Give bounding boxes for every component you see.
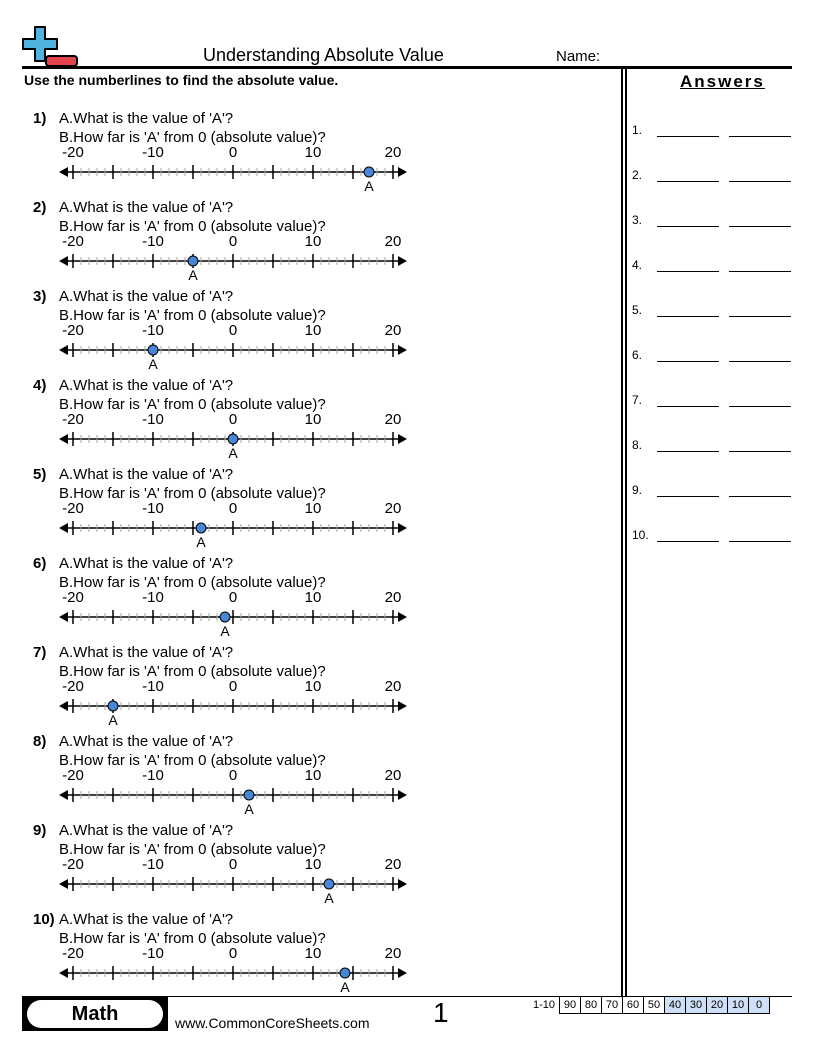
problem	[0, 199, 620, 288]
arrow-right-icon	[398, 790, 407, 800]
problem-number: 2)	[33, 199, 47, 216]
problem	[0, 555, 620, 644]
point-label: A	[220, 623, 230, 639]
point-a	[108, 701, 118, 711]
question-b: B.How far is 'A' from 0 (absolute value)?	[59, 129, 326, 146]
problem-number: 3)	[33, 288, 47, 305]
score-cell: 50	[644, 997, 665, 1014]
score-range-label: 1-10	[533, 999, 556, 1011]
tick-label: 0	[228, 591, 238, 606]
tick-label: -20	[62, 235, 84, 250]
tick-label: -10	[142, 947, 164, 962]
instructions: Use the numberlines to find the absolute value.	[24, 72, 339, 88]
problem-number: 10)	[33, 911, 55, 928]
answer-blank-b[interactable]	[729, 361, 791, 362]
answer-row	[632, 123, 797, 143]
subject-label: Math	[27, 1000, 163, 1028]
arrow-right-icon	[398, 256, 407, 266]
point-a	[364, 167, 374, 177]
tick-label: 20	[384, 858, 402, 873]
question-b: B.How far is 'A' from 0 (absolute value)?	[59, 485, 326, 502]
answer-blank-b[interactable]	[729, 496, 791, 497]
tick-label: -20	[62, 858, 84, 873]
tick-label: 10	[304, 502, 322, 517]
tick-label: -10	[142, 591, 164, 606]
column-divider	[621, 68, 623, 996]
score-cell: 30	[686, 997, 707, 1014]
answer-blank-a[interactable]	[657, 451, 719, 452]
tick-label: 20	[384, 413, 402, 428]
tick-label: 20	[384, 680, 402, 695]
answer-blank-b[interactable]	[729, 136, 791, 137]
problem-number: 8)	[33, 733, 47, 750]
numberline	[55, 680, 415, 730]
arrow-left-icon	[59, 434, 68, 444]
numberline	[55, 858, 415, 908]
tick-label: 10	[304, 769, 322, 784]
point-a	[196, 523, 206, 533]
arrow-right-icon	[398, 345, 407, 355]
arrow-left-icon	[59, 968, 68, 978]
problem	[0, 911, 620, 1000]
tick-label: 0	[228, 502, 238, 517]
question-a: A.What is the value of 'A'?	[59, 822, 234, 839]
answer-row	[632, 213, 797, 233]
answer-blank-a[interactable]	[657, 541, 719, 542]
problem-number: 9)	[33, 822, 47, 839]
problem	[0, 466, 620, 555]
tick-label: -10	[142, 324, 164, 339]
answer-blank-b[interactable]	[729, 226, 791, 227]
tick-label: -10	[142, 146, 164, 161]
answer-blank-a[interactable]	[657, 136, 719, 137]
numberline	[55, 769, 415, 819]
numberline	[55, 591, 415, 641]
point-a	[148, 345, 158, 355]
numberline	[55, 502, 415, 552]
tick-label: -10	[142, 769, 164, 784]
arrow-left-icon	[59, 167, 68, 177]
tick-label: 10	[304, 947, 322, 962]
problem	[0, 822, 620, 911]
answer-blank-b[interactable]	[729, 541, 791, 542]
problem	[0, 733, 620, 822]
problem-number: 7)	[33, 644, 47, 661]
answer-row	[632, 348, 797, 368]
question-b: B.How far is 'A' from 0 (absolute value)?	[59, 930, 326, 947]
point-label: A	[148, 356, 158, 372]
tick-label: 20	[384, 235, 402, 250]
problem-number: 6)	[33, 555, 47, 572]
arrow-right-icon	[398, 968, 407, 978]
answer-row	[632, 393, 797, 413]
tick-label: 20	[384, 591, 402, 606]
answer-blank-b[interactable]	[729, 316, 791, 317]
question-b: B.How far is 'A' from 0 (absolute value)?	[59, 574, 326, 591]
question-a: A.What is the value of 'A'?	[59, 911, 234, 928]
answer-blank-a[interactable]	[657, 226, 719, 227]
question-a: A.What is the value of 'A'?	[59, 644, 234, 661]
answer-number: 9.	[632, 483, 643, 497]
tick-label: 10	[304, 858, 322, 873]
tick-label: 0	[228, 146, 238, 161]
score-cell: 10	[728, 997, 749, 1014]
problem-number: 4)	[33, 377, 47, 394]
problem-number: 1)	[33, 110, 47, 127]
answer-row	[632, 528, 797, 548]
score-cell: 80	[581, 997, 602, 1014]
tick-label: 0	[228, 235, 238, 250]
numberline	[55, 146, 415, 196]
score-cell: 40	[665, 997, 686, 1014]
question-b: B.How far is 'A' from 0 (absolute value)?	[59, 663, 326, 680]
arrow-left-icon	[59, 523, 68, 533]
arrow-left-icon	[59, 701, 68, 711]
tick-label: -10	[142, 235, 164, 250]
question-b: B.How far is 'A' from 0 (absolute value)?	[59, 841, 326, 858]
score-cell: 20	[707, 997, 728, 1014]
arrow-right-icon	[398, 167, 407, 177]
question-a: A.What is the value of 'A'?	[59, 377, 234, 394]
numberline	[55, 947, 415, 997]
arrow-right-icon	[398, 701, 407, 711]
score-cell: 70	[602, 997, 623, 1014]
answer-blank-b[interactable]	[729, 181, 791, 182]
point-label: A	[196, 534, 206, 550]
answer-blank-a[interactable]	[657, 271, 719, 272]
question-b: B.How far is 'A' from 0 (absolute value)?	[59, 218, 326, 235]
tick-label: -20	[62, 680, 84, 695]
tick-label: -10	[142, 858, 164, 873]
tick-label: -20	[62, 591, 84, 606]
answer-blank-a[interactable]	[657, 316, 719, 317]
answer-number: 10.	[632, 528, 649, 542]
point-label: A	[244, 801, 254, 817]
answer-number: 3.	[632, 213, 643, 227]
arrow-left-icon	[59, 612, 68, 622]
problem	[0, 288, 620, 377]
problem	[0, 644, 620, 733]
question-b: B.How far is 'A' from 0 (absolute value)?	[59, 752, 326, 769]
answer-blank-a[interactable]	[657, 181, 719, 182]
answer-blank-a[interactable]	[657, 361, 719, 362]
tick-label: -20	[62, 947, 84, 962]
tick-label: 10	[304, 413, 322, 428]
column-divider	[625, 68, 627, 996]
answer-blank-a[interactable]	[657, 496, 719, 497]
tick-label: 0	[228, 324, 238, 339]
point-label: A	[108, 712, 118, 728]
tick-label: 10	[304, 146, 322, 161]
answer-number: 6.	[632, 348, 643, 362]
numberline	[55, 413, 415, 463]
answer-number: 5.	[632, 303, 643, 317]
answer-row	[632, 303, 797, 323]
question-a: A.What is the value of 'A'?	[59, 466, 234, 483]
tick-label: 10	[304, 680, 322, 695]
point-a	[228, 434, 238, 444]
point-label: A	[188, 267, 198, 283]
problem	[0, 377, 620, 466]
answer-number: 1.	[632, 123, 643, 137]
problem-number: 5)	[33, 466, 47, 483]
arrow-right-icon	[398, 879, 407, 889]
tick-label: 20	[384, 502, 402, 517]
arrow-right-icon	[398, 434, 407, 444]
tick-label: -10	[142, 502, 164, 517]
tick-label: -20	[62, 769, 84, 784]
point-label: A	[228, 445, 238, 461]
answer-blank-b[interactable]	[729, 451, 791, 452]
arrow-left-icon	[59, 345, 68, 355]
answer-number: 4.	[632, 258, 643, 272]
numberline	[55, 324, 415, 374]
point-label: A	[340, 979, 350, 995]
score-table	[530, 996, 770, 1014]
tick-label: 0	[228, 413, 238, 428]
point-a	[220, 612, 230, 622]
point-a	[324, 879, 334, 889]
answer-row	[632, 258, 797, 278]
answer-number: 8.	[632, 438, 643, 452]
answer-row	[632, 483, 797, 503]
tick-label: -10	[142, 680, 164, 695]
score-cell: 60	[623, 997, 644, 1014]
question-a: A.What is the value of 'A'?	[59, 555, 234, 572]
tick-label: 10	[304, 235, 322, 250]
tick-label: 20	[384, 146, 402, 161]
website-link[interactable]: www.CommonCoreSheets.com	[175, 1015, 370, 1031]
question-b: B.How far is 'A' from 0 (absolute value)?	[59, 396, 326, 413]
tick-label: -20	[62, 413, 84, 428]
arrow-right-icon	[398, 523, 407, 533]
answer-number: 2.	[632, 168, 643, 182]
arrow-left-icon	[59, 879, 68, 889]
score-cell: 0	[749, 997, 770, 1014]
tick-label: 20	[384, 769, 402, 784]
question-a: A.What is the value of 'A'?	[59, 110, 234, 127]
worksheet-title: Understanding Absolute Value	[203, 45, 444, 65]
tick-label: 20	[384, 324, 402, 339]
tick-label: 0	[228, 858, 238, 873]
tick-label: -10	[142, 413, 164, 428]
point-a	[188, 256, 198, 266]
tick-label: 10	[304, 324, 322, 339]
question-a: A.What is the value of 'A'?	[59, 288, 234, 305]
answer-number: 7.	[632, 393, 643, 407]
tick-label: -20	[62, 146, 84, 161]
point-label: A	[364, 178, 374, 194]
numberline	[55, 235, 415, 285]
point-a	[244, 790, 254, 800]
plus-minus-logo-icon	[22, 25, 80, 67]
question-a: A.What is the value of 'A'?	[59, 199, 234, 216]
answer-blank-b[interactable]	[729, 406, 791, 407]
question-a: A.What is the value of 'A'?	[59, 733, 234, 750]
arrow-left-icon	[59, 256, 68, 266]
answer-blank-a[interactable]	[657, 406, 719, 407]
point-label: A	[324, 890, 334, 906]
answers-title: Answers	[680, 72, 765, 91]
tick-label: 0	[228, 769, 238, 784]
tick-label: -20	[62, 502, 84, 517]
tick-label: 0	[228, 680, 238, 695]
tick-label: 10	[304, 591, 322, 606]
name-label: Name:	[556, 48, 601, 65]
answer-row	[632, 438, 797, 458]
page-number: 1	[433, 997, 449, 1028]
header-rule	[22, 66, 792, 69]
problem	[0, 110, 620, 199]
subject-badge	[22, 997, 168, 1031]
score-cell: 90	[560, 997, 581, 1014]
tick-label: 0	[228, 947, 238, 962]
tick-label: 20	[384, 947, 402, 962]
arrow-left-icon	[59, 790, 68, 800]
point-a	[340, 968, 350, 978]
answer-blank-b[interactable]	[729, 271, 791, 272]
arrow-right-icon	[398, 612, 407, 622]
tick-label: -20	[62, 324, 84, 339]
answer-row	[632, 168, 797, 188]
question-b: B.How far is 'A' from 0 (absolute value)?	[59, 307, 326, 324]
